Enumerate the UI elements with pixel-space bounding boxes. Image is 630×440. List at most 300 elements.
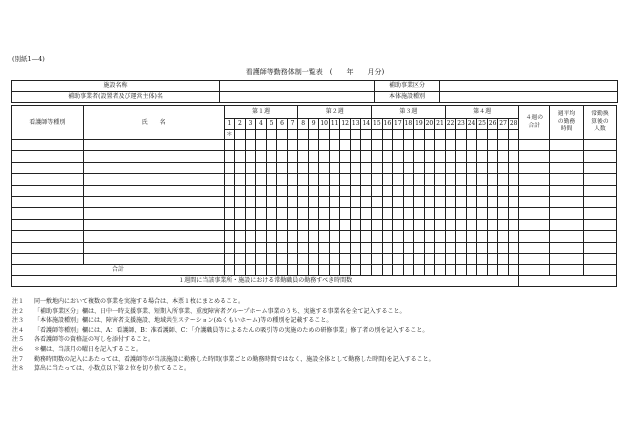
weekly-average-cell[interactable] [550, 151, 584, 162]
hours-cell[interactable] [245, 253, 256, 264]
hours-cell[interactable] [224, 151, 235, 162]
hours-cell[interactable] [245, 140, 256, 151]
hours-cell[interactable] [498, 151, 509, 162]
hours-cell[interactable] [466, 185, 477, 196]
hours-cell[interactable] [445, 162, 456, 173]
staff-type-cell[interactable] [12, 185, 84, 196]
staff-name-cell[interactable] [83, 162, 224, 173]
hours-cell[interactable] [329, 162, 340, 173]
hours-cell[interactable] [340, 162, 351, 173]
staff-type-cell[interactable] [12, 242, 84, 253]
hours-cell[interactable] [487, 140, 498, 151]
hours-cell[interactable] [287, 174, 298, 185]
total-cell[interactable] [256, 265, 267, 276]
hours-cell[interactable] [266, 219, 277, 230]
hours-cell[interactable] [435, 151, 446, 162]
total-cell[interactable] [508, 265, 519, 276]
hours-cell[interactable] [466, 231, 477, 242]
hours-cell[interactable] [487, 219, 498, 230]
hours-cell[interactable] [277, 140, 288, 151]
hours-cell[interactable] [435, 174, 446, 185]
hours-cell[interactable] [350, 151, 361, 162]
hours-cell[interactable] [435, 219, 446, 230]
hours-cell[interactable] [277, 253, 288, 264]
hours-cell[interactable] [287, 208, 298, 219]
weekly-average-cell[interactable] [550, 219, 584, 230]
hours-cell[interactable] [477, 185, 488, 196]
staff-name-cell[interactable] [83, 174, 224, 185]
hours-cell[interactable] [435, 140, 446, 151]
weekday-cell[interactable] [403, 130, 414, 140]
hours-cell[interactable] [435, 208, 446, 219]
hours-cell[interactable] [424, 174, 435, 185]
hours-cell[interactable] [445, 231, 456, 242]
hours-cell[interactable] [466, 140, 477, 151]
hours-cell[interactable] [403, 253, 414, 264]
hours-cell[interactable] [298, 151, 309, 162]
total-cell[interactable] [550, 265, 584, 276]
hours-cell[interactable] [224, 242, 235, 253]
hours-cell[interactable] [456, 219, 467, 230]
hours-cell[interactable] [319, 174, 330, 185]
weekday-cell[interactable] [277, 130, 288, 140]
staff-type-cell[interactable] [12, 208, 84, 219]
hours-cell[interactable] [319, 151, 330, 162]
hours-cell[interactable] [508, 242, 519, 253]
hours-cell[interactable] [361, 174, 372, 185]
weekday-cell[interactable] [393, 130, 404, 140]
hours-cell[interactable] [403, 174, 414, 185]
hours-cell[interactable] [287, 185, 298, 196]
fte-cell[interactable] [583, 208, 616, 219]
hours-cell[interactable] [456, 253, 467, 264]
fte-cell[interactable] [583, 174, 616, 185]
hours-cell[interactable] [224, 219, 235, 230]
hours-cell[interactable] [414, 140, 425, 151]
total-cell[interactable] [350, 265, 361, 276]
hours-cell[interactable] [382, 162, 393, 173]
staff-name-cell[interactable] [83, 151, 224, 162]
hours-cell[interactable] [287, 253, 298, 264]
hours-cell[interactable] [487, 196, 498, 207]
hours-cell[interactable] [340, 242, 351, 253]
total-cell[interactable] [372, 265, 383, 276]
hours-cell[interactable] [435, 196, 446, 207]
hours-cell[interactable] [414, 185, 425, 196]
hours-cell[interactable] [487, 208, 498, 219]
total-cell[interactable] [340, 265, 351, 276]
hours-cell[interactable] [329, 185, 340, 196]
total-cell[interactable] [498, 265, 509, 276]
hours-cell[interactable] [382, 219, 393, 230]
hours-cell[interactable] [445, 151, 456, 162]
hours-cell[interactable] [508, 162, 519, 173]
hours-cell[interactable] [256, 231, 267, 242]
weekday-cell[interactable] [435, 130, 446, 140]
hours-cell[interactable] [266, 151, 277, 162]
hours-cell[interactable] [319, 196, 330, 207]
weekly-average-cell[interactable] [550, 162, 584, 173]
hours-cell[interactable] [245, 196, 256, 207]
weekday-cell[interactable] [340, 130, 351, 140]
hours-cell[interactable] [498, 242, 509, 253]
hours-cell[interactable] [435, 185, 446, 196]
hours-cell[interactable] [256, 242, 267, 253]
total-cell[interactable] [287, 265, 298, 276]
hours-cell[interactable] [361, 253, 372, 264]
total-cell[interactable] [361, 265, 372, 276]
hours-cell[interactable] [287, 231, 298, 242]
hours-cell[interactable] [382, 253, 393, 264]
hours-cell[interactable] [382, 151, 393, 162]
hours-cell[interactable] [350, 196, 361, 207]
hours-cell[interactable] [298, 242, 309, 253]
four-week-total-cell[interactable] [519, 151, 550, 162]
hours-cell[interactable] [308, 231, 319, 242]
hours-cell[interactable] [424, 231, 435, 242]
hours-cell[interactable] [329, 208, 340, 219]
hours-cell[interactable] [266, 196, 277, 207]
hours-cell[interactable] [424, 140, 435, 151]
hours-cell[interactable] [382, 140, 393, 151]
fte-cell[interactable] [583, 242, 616, 253]
hours-cell[interactable] [308, 162, 319, 173]
hours-cell[interactable] [340, 196, 351, 207]
hours-cell[interactable] [498, 185, 509, 196]
fte-cell[interactable] [583, 196, 616, 207]
hours-cell[interactable] [498, 219, 509, 230]
hours-cell[interactable] [414, 196, 425, 207]
hours-cell[interactable] [445, 174, 456, 185]
hours-cell[interactable] [508, 208, 519, 219]
hours-cell[interactable] [319, 162, 330, 173]
staff-name-cell[interactable] [83, 140, 224, 151]
hours-cell[interactable] [298, 140, 309, 151]
hours-cell[interactable] [340, 231, 351, 242]
weekday-cell[interactable] [361, 130, 372, 140]
weekday-cell[interactable] [445, 130, 456, 140]
hours-cell[interactable] [224, 208, 235, 219]
hours-cell[interactable] [382, 208, 393, 219]
hours-cell[interactable] [298, 231, 309, 242]
total-cell[interactable] [487, 265, 498, 276]
hours-cell[interactable] [372, 140, 383, 151]
hours-cell[interactable] [477, 219, 488, 230]
hours-cell[interactable] [277, 219, 288, 230]
hours-cell[interactable] [287, 162, 298, 173]
hours-cell[interactable] [372, 242, 383, 253]
hours-cell[interactable] [277, 151, 288, 162]
total-cell[interactable] [298, 265, 309, 276]
hours-cell[interactable] [487, 231, 498, 242]
hours-cell[interactable] [424, 242, 435, 253]
hours-cell[interactable] [266, 242, 277, 253]
hours-cell[interactable] [224, 231, 235, 242]
staff-type-cell[interactable] [12, 162, 84, 173]
hours-cell[interactable] [235, 242, 246, 253]
hours-cell[interactable] [424, 208, 435, 219]
hours-cell[interactable] [277, 162, 288, 173]
hours-cell[interactable] [224, 196, 235, 207]
hours-cell[interactable] [340, 140, 351, 151]
weekday-cell[interactable] [287, 130, 298, 140]
weekday-cell[interactable] [424, 130, 435, 140]
hours-cell[interactable] [445, 242, 456, 253]
hours-cell[interactable] [393, 162, 404, 173]
hours-cell[interactable] [340, 219, 351, 230]
hours-cell[interactable] [235, 231, 246, 242]
hours-cell[interactable] [277, 174, 288, 185]
hours-cell[interactable] [340, 208, 351, 219]
hours-cell[interactable] [329, 219, 340, 230]
hours-cell[interactable] [361, 162, 372, 173]
hours-cell[interactable] [414, 242, 425, 253]
hours-cell[interactable] [508, 253, 519, 264]
hours-cell[interactable] [361, 231, 372, 242]
staff-name-cell[interactable] [83, 253, 224, 264]
hours-cell[interactable] [277, 208, 288, 219]
hours-cell[interactable] [477, 151, 488, 162]
weekly-average-cell[interactable] [550, 174, 584, 185]
hours-cell[interactable] [393, 253, 404, 264]
hours-cell[interactable] [350, 208, 361, 219]
hours-cell[interactable] [245, 174, 256, 185]
total-cell[interactable] [424, 265, 435, 276]
hours-cell[interactable] [329, 140, 340, 151]
hours-cell[interactable] [382, 185, 393, 196]
hours-cell[interactable] [319, 219, 330, 230]
staff-type-cell[interactable] [12, 151, 84, 162]
hours-cell[interactable] [350, 174, 361, 185]
four-week-total-cell[interactable] [519, 242, 550, 253]
hours-cell[interactable] [403, 208, 414, 219]
hours-cell[interactable] [445, 208, 456, 219]
total-cell[interactable] [519, 265, 550, 276]
hours-cell[interactable] [403, 140, 414, 151]
hours-cell[interactable] [224, 185, 235, 196]
hours-cell[interactable] [477, 174, 488, 185]
hours-cell[interactable] [245, 231, 256, 242]
hours-cell[interactable] [372, 174, 383, 185]
hours-cell[interactable] [477, 242, 488, 253]
total-cell[interactable] [445, 265, 456, 276]
hours-cell[interactable] [393, 242, 404, 253]
hours-cell[interactable] [308, 242, 319, 253]
hours-cell[interactable] [498, 140, 509, 151]
hours-cell[interactable] [277, 196, 288, 207]
hours-cell[interactable] [319, 185, 330, 196]
hours-cell[interactable] [508, 140, 519, 151]
fte-cell[interactable] [583, 185, 616, 196]
facility-type-field[interactable] [440, 92, 618, 103]
hours-cell[interactable] [340, 151, 351, 162]
weekday-cell[interactable] [498, 130, 509, 140]
total-cell[interactable] [466, 265, 477, 276]
hours-cell[interactable] [445, 140, 456, 151]
hours-cell[interactable] [245, 219, 256, 230]
fte-cell[interactable] [583, 140, 616, 151]
hours-cell[interactable] [235, 174, 246, 185]
hours-cell[interactable] [403, 196, 414, 207]
weekly-average-cell[interactable] [550, 140, 584, 151]
weekly-average-cell[interactable] [550, 208, 584, 219]
four-week-total-cell[interactable] [519, 196, 550, 207]
fte-cell[interactable] [583, 162, 616, 173]
hours-cell[interactable] [277, 231, 288, 242]
hours-cell[interactable] [466, 219, 477, 230]
hours-cell[interactable] [477, 140, 488, 151]
hours-cell[interactable] [466, 151, 477, 162]
total-cell[interactable] [477, 265, 488, 276]
hours-cell[interactable] [340, 174, 351, 185]
hours-cell[interactable] [277, 185, 288, 196]
hours-cell[interactable] [340, 185, 351, 196]
hours-cell[interactable] [466, 242, 477, 253]
hours-cell[interactable] [487, 185, 498, 196]
four-week-total-cell[interactable] [519, 253, 550, 264]
hours-cell[interactable] [308, 219, 319, 230]
hours-cell[interactable] [298, 185, 309, 196]
operator-field[interactable] [220, 92, 375, 103]
hours-cell[interactable] [298, 162, 309, 173]
weekday-cell[interactable] [372, 130, 383, 140]
staff-name-cell[interactable] [83, 185, 224, 196]
total-cell[interactable] [266, 265, 277, 276]
hours-cell[interactable] [403, 219, 414, 230]
hours-cell[interactable] [414, 174, 425, 185]
hours-cell[interactable] [508, 185, 519, 196]
weekday-cell[interactable] [508, 130, 519, 140]
hours-cell[interactable] [308, 185, 319, 196]
hours-cell[interactable] [245, 151, 256, 162]
hours-cell[interactable] [403, 242, 414, 253]
weekday-cell[interactable] [487, 130, 498, 140]
hours-cell[interactable] [224, 162, 235, 173]
hours-cell[interactable] [382, 196, 393, 207]
hours-cell[interactable] [477, 231, 488, 242]
hours-cell[interactable] [287, 219, 298, 230]
four-week-total-cell[interactable] [519, 140, 550, 151]
total-cell[interactable] [245, 265, 256, 276]
hours-cell[interactable] [298, 196, 309, 207]
hours-cell[interactable] [235, 140, 246, 151]
hours-cell[interactable] [456, 140, 467, 151]
hours-cell[interactable] [245, 185, 256, 196]
hours-cell[interactable] [256, 253, 267, 264]
hours-cell[interactable] [435, 253, 446, 264]
hours-cell[interactable] [308, 174, 319, 185]
hours-cell[interactable] [445, 196, 456, 207]
hours-cell[interactable] [393, 185, 404, 196]
hours-cell[interactable] [266, 162, 277, 173]
total-cell[interactable] [277, 265, 288, 276]
staff-type-cell[interactable] [12, 219, 84, 230]
facility-name-field[interactable] [220, 81, 375, 92]
hours-cell[interactable] [319, 242, 330, 253]
hours-cell[interactable] [372, 208, 383, 219]
hours-cell[interactable] [340, 253, 351, 264]
hours-cell[interactable] [329, 196, 340, 207]
hours-cell[interactable] [224, 174, 235, 185]
hours-cell[interactable] [350, 231, 361, 242]
hours-cell[interactable] [361, 208, 372, 219]
hours-cell[interactable] [498, 196, 509, 207]
weekly-average-cell[interactable] [550, 185, 584, 196]
hours-cell[interactable] [372, 162, 383, 173]
hours-cell[interactable] [456, 196, 467, 207]
hours-cell[interactable] [235, 185, 246, 196]
hours-cell[interactable] [487, 174, 498, 185]
hours-cell[interactable] [235, 219, 246, 230]
weekday-cell[interactable] [382, 130, 393, 140]
hours-cell[interactable] [456, 208, 467, 219]
staff-type-cell[interactable] [12, 174, 84, 185]
hours-cell[interactable] [498, 208, 509, 219]
hours-cell[interactable] [424, 151, 435, 162]
hours-cell[interactable] [382, 242, 393, 253]
weekday-cell[interactable] [350, 130, 361, 140]
fte-cell[interactable] [583, 151, 616, 162]
hours-cell[interactable] [372, 185, 383, 196]
hours-cell[interactable] [256, 140, 267, 151]
hours-cell[interactable] [508, 196, 519, 207]
fte-cell[interactable] [583, 253, 616, 264]
hours-cell[interactable] [403, 151, 414, 162]
hours-cell[interactable] [266, 231, 277, 242]
weekday-cell[interactable] [256, 130, 267, 140]
staff-name-cell[interactable] [83, 219, 224, 230]
hours-cell[interactable] [456, 185, 467, 196]
hours-cell[interactable] [508, 219, 519, 230]
hours-cell[interactable] [277, 242, 288, 253]
hours-cell[interactable] [424, 253, 435, 264]
hours-cell[interactable] [298, 219, 309, 230]
weekly-average-cell[interactable] [550, 196, 584, 207]
four-week-total-cell[interactable] [519, 185, 550, 196]
hours-cell[interactable] [319, 231, 330, 242]
hours-cell[interactable] [498, 174, 509, 185]
fte-cell[interactable] [583, 219, 616, 230]
staff-name-cell[interactable] [83, 208, 224, 219]
hours-cell[interactable] [256, 162, 267, 173]
hours-cell[interactable] [487, 253, 498, 264]
hours-cell[interactable] [424, 162, 435, 173]
hours-cell[interactable] [508, 151, 519, 162]
hours-cell[interactable] [466, 174, 477, 185]
hours-cell[interactable] [498, 162, 509, 173]
hours-cell[interactable] [414, 151, 425, 162]
hours-cell[interactable] [235, 208, 246, 219]
hours-cell[interactable] [350, 219, 361, 230]
total-cell[interactable] [393, 265, 404, 276]
hours-cell[interactable] [235, 196, 246, 207]
weekday-cell[interactable] [477, 130, 488, 140]
staff-type-cell[interactable] [12, 253, 84, 264]
hours-cell[interactable] [477, 196, 488, 207]
total-cell[interactable] [583, 265, 616, 276]
hours-cell[interactable] [308, 140, 319, 151]
hours-cell[interactable] [224, 253, 235, 264]
weekday-cell[interactable] [298, 130, 309, 140]
hours-cell[interactable] [329, 242, 340, 253]
hours-cell[interactable] [245, 242, 256, 253]
hours-cell[interactable] [245, 208, 256, 219]
hours-cell[interactable] [361, 140, 372, 151]
total-cell[interactable] [435, 265, 446, 276]
hours-cell[interactable] [487, 242, 498, 253]
hours-cell[interactable] [266, 185, 277, 196]
hours-cell[interactable] [424, 219, 435, 230]
